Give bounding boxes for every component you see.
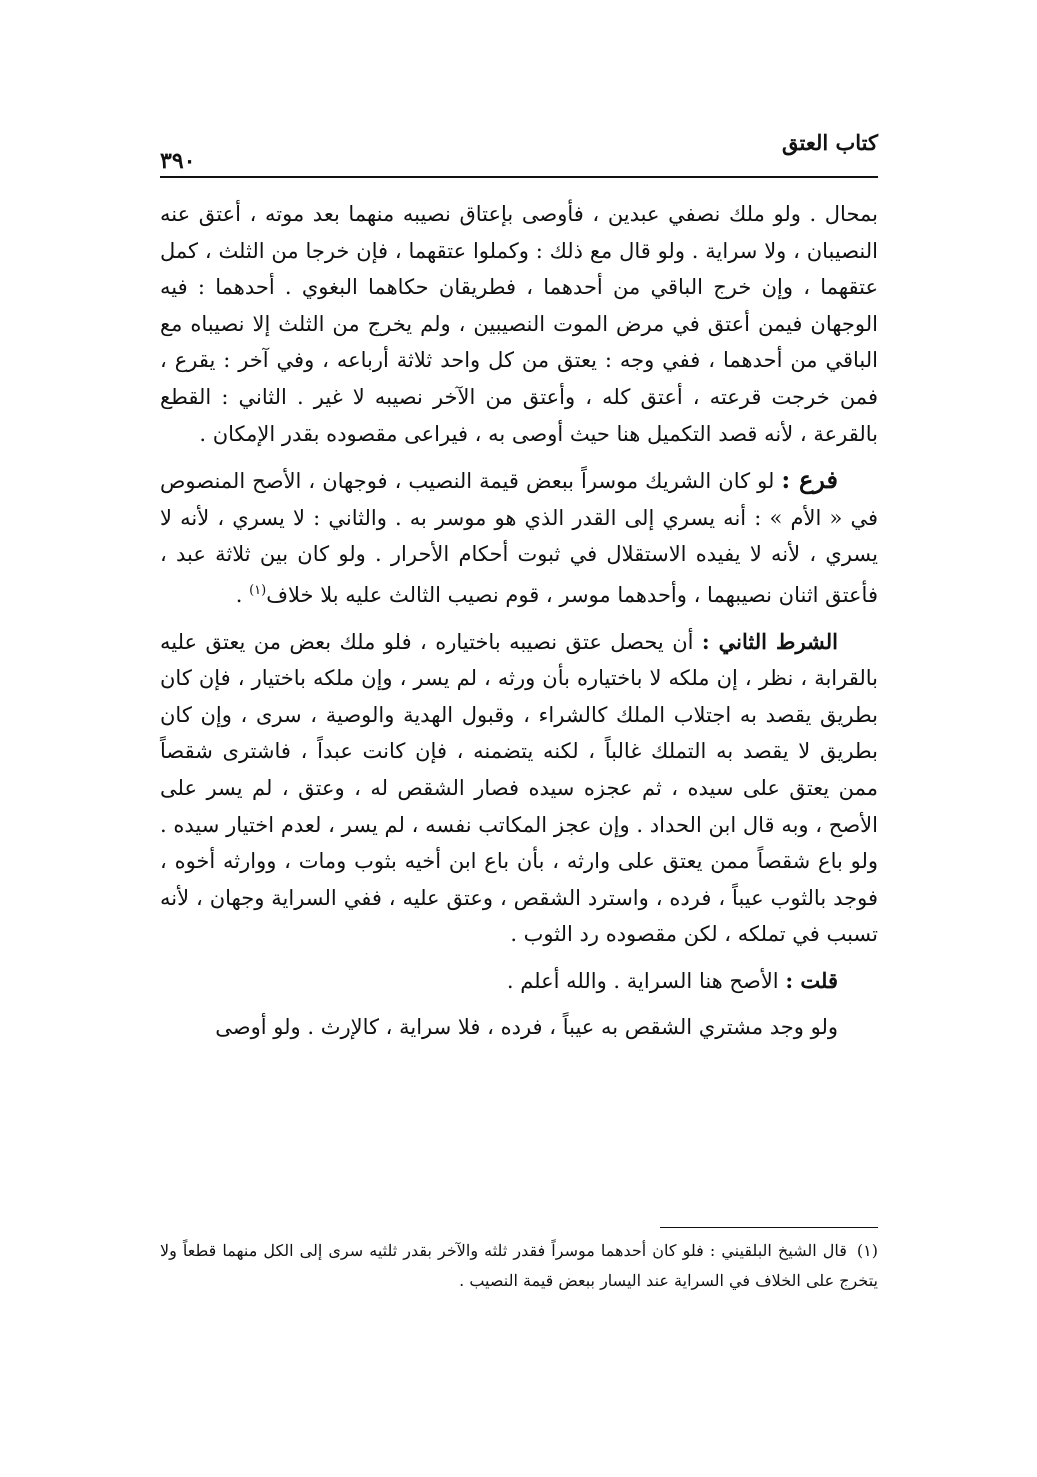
footnote-rule	[660, 1227, 878, 1228]
main-text	[160, 196, 878, 1046]
qultu-heading: قلت :	[785, 967, 838, 993]
header-rule	[160, 176, 878, 178]
paragraph-2-end: .	[235, 582, 250, 607]
paragraph-1: بمحال . ولو ملك نصفي عبدين ، فأوصى بإعتاق نصيبه منهما بعد موته ، أعتق عنه النصيبان ، ولا سراية . ولو قال مع ذلك : وكملوا عتقهما ، فإن خرجا من الثلث ، كمل عتقهما ، وإن خرج الباقي من أحدهما ، فطريقان حكاهما البغوي . أحدهما : فيه الوجهان فيمن أعتق في مرض الموت النصيبين ، ولم يخرج من الثلث إلا نصيباه مع الباقي من أحدهما ، ففي وجه : يعتق من كل واحد ثلاثة أرباعه ، وفي آخر : يقرع ، فمن خرجت قرعته ، أعتق كله ، وأعتق من الآخر نصيبه لا غير . الثاني : القطع بالقرعة ، لأنه قصد التكميل هنا حيث أوصى به ، فيراعى مقصوده بقدر الإمكان .	[160, 202, 878, 446]
paragraph-3-text: أن يحصل عتق نصيبه باختياره ، فلو ملك بعض من يعتق عليه بالقرابة ، نظر ، إن ملكه لا باختياره بأن ورثه ، لم يسر ، وإن ملكه باختيار ، فإن كان بطريق يقصد به اجتلاب الملك كالشراء ، وقبول الهدية والوصية ، سرى ، وإن كان بطريق لا يقصد به التملك غالباً ، لكنه يتضمنه ، فإن كانت عبداً ، فاشترى شقصاً ممن يعتق على سيده ، ثم عجزه سيده فصار الشقص له ، وعتق ، لم يسر على الأصح ، وبه قال ابن الحداد . وإن عجز المكاتب نفسه ، لم يسر ، لعدم اختيار سيده . ولو باع شقصاً ممن يعتق على وارثه ، بأن باع ابن أخيه بثوب ومات ، ووارثه أخوه ، فوجد بالثوب عيباً ، فرده ، واسترد الشقص ، وعتق عليه ، ففي السراية وجهان ، لأنه تسبب في تملكه ، لكن مقصوده رد الثوب .	[160, 629, 878, 947]
paragraph-2-text: لو كان الشريك موسراً ببعض قيمة النصيب ، فوجهان ، الأصح المنصوص في « الأم » : أنه يسري إلى القدر الذي هو موسر به . والثاني : لا يسري ، لأنه لا يسري ، لأنه لا يفيده الاستقلال في ثبوت أحكام الأحرار . ولو كان بين ثلاثة عبد ، فأعتق اثنان نصيبهما ، وأحدهما موسر ، قوم نصيب الثالث عليه بلا خلاف	[160, 469, 878, 607]
condition-heading: الشرط الثاني :	[701, 628, 838, 654]
footnote-text: قال الشيخ البلقيني : فلو كان أحدهما موسراً فقدر ثلثه والآخر بقدر ثلثيه سرى إلى الكل منهما قطعاً ولا يتخرج على الخلاف في السراية عند اليسار ببعض قيمة النصيب .	[160, 1241, 878, 1290]
paragraph-3	[160, 624, 878, 953]
branch-heading: فرع :	[781, 465, 839, 495]
footnote-number: (١)	[856, 1241, 878, 1260]
page-header	[160, 124, 878, 182]
page-number: ٣٩٠	[160, 148, 196, 174]
running-title: كتاب العتق	[781, 130, 878, 155]
paragraph-4	[160, 963, 878, 1000]
footnote-marker: (١)	[249, 582, 267, 598]
paragraph-4-text: الأصح هنا السراية . والله أعلم .	[506, 968, 786, 993]
footnote	[160, 1236, 878, 1296]
paragraph-5: ولو وجد مشتري الشقص به عيباً ، فرده ، فلا سراية ، كالإرث . ولو أوصى	[215, 1015, 838, 1040]
paragraph-2	[160, 462, 878, 613]
